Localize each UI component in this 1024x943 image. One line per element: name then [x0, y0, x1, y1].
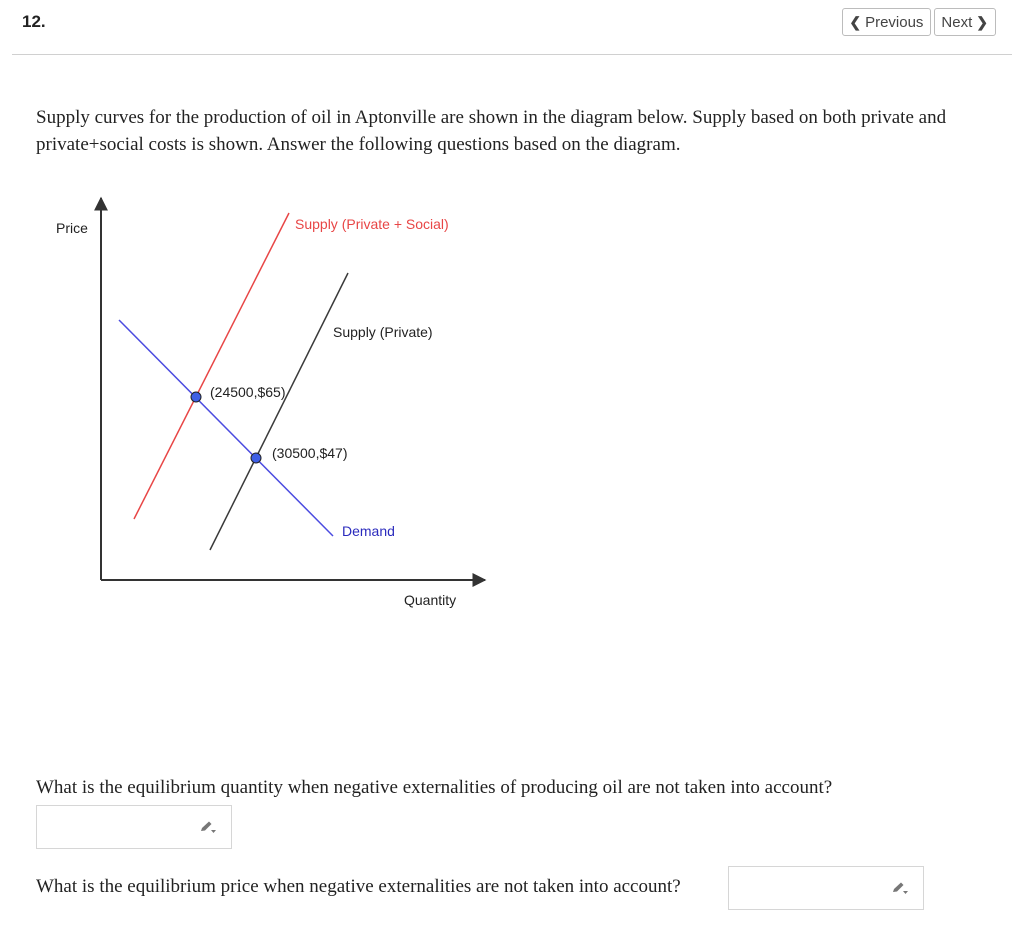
pencil-icon [891, 881, 909, 895]
supply-private-social-label: Supply (Private + Social) [295, 216, 449, 232]
supply-private-social-line [134, 213, 289, 519]
equilibrium-point-private [251, 453, 261, 463]
chevron-right-icon: ❯ [976, 13, 988, 30]
answer-field-quantity[interactable] [36, 805, 232, 849]
answer-field-price[interactable] [728, 866, 924, 910]
question-number: 12. [22, 12, 46, 31]
demand-line [119, 320, 333, 536]
question-2-text: What is the equilibrium price when negative externalities are not taken into account? [36, 876, 681, 897]
supply-private-label: Supply (Private) [333, 324, 433, 340]
question-1-text: What is the equilibrium quantity when negative externalities of producing oil are not taken into account? [36, 777, 833, 798]
chevron-left-icon: ❮ [849, 13, 862, 30]
previous-button-label: Previous [865, 13, 924, 31]
equilibrium-point-social-label: (24500,$65) [210, 384, 286, 400]
pencil-icon [199, 820, 217, 834]
x-axis-label: Quantity [404, 592, 457, 608]
equilibrium-point-social [191, 392, 201, 402]
equilibrium-point-private-label: (30500,$47) [272, 445, 348, 461]
y-axis-label: Price [56, 220, 88, 236]
demand-label: Demand [342, 523, 395, 539]
next-button-label: Next [941, 13, 973, 31]
supply-private-line [210, 273, 348, 550]
question-intro: Supply curves for the production of oil in Aptonville are shown in the diagram below. Supply based on both private and private+social costs is shown. Answer the following questions based on the diagram. [36, 107, 947, 155]
